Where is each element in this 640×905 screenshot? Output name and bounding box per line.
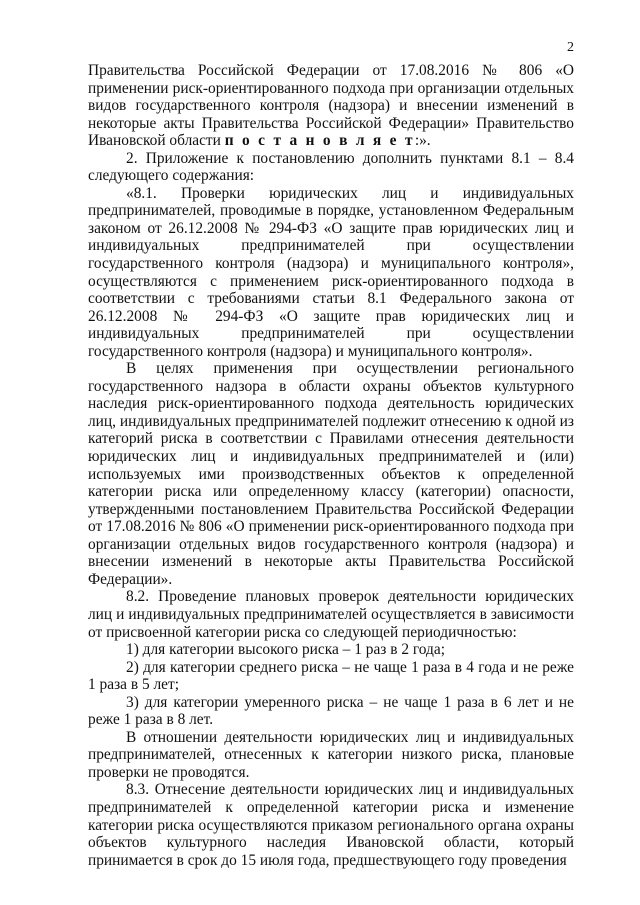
paragraph-low-risk: В отношении деятельности юридических лиц и индивидуальных предпринимателей, отнесенных к категории низкого риска, плановые проверки не проводятся. <box>88 728 574 781</box>
paragraph-intro-end: :». <box>414 132 431 150</box>
paragraph-item-8-1: «8.1. Проверки юридических лиц и индивидуальных предпринимателей, проводимые в порядке, установленном Федеральным законом от 26.12.2008 № 294-ФЗ «О защите прав юридических лиц и индивидуальных предпринимателей при осуществлении государственного контроля (надзора) и муниципального контроля», осуществляются с применением риск-ориентированного подхода в соответствии с требованиями статьи 8.1 Федерального закона от 26.12.2008 № 294-ФЗ «О защите прав юридических лиц и индивидуальных предпринимателей при осуществлении государственного контроля (надзора) и муниципального контроля». <box>88 184 574 360</box>
paragraph-intro-text: Правительства Российской Федерации от 17.08.2016 № 806 «О применении риск-ориентированного подхода при организации отдельных видов государственного контроля (надзора) и внесении изменений в некоторые акты Правительства Российской Федерации» Правительство Ивановской области <box>88 62 574 150</box>
paragraph-risk-categories: В целях применения при осуществлении регионального государственного надзора в области охраны объектов культурного наследия риск-ориентированного подхода деятельность юридических лиц, индивидуальных предпринимателей подлежит отнесению к одной из категорий риска в соответствии с Правилами отнесения деятельности юридических лиц и индивидуальных предпринимателей и (или) используемых ими производственных объектов к определенной категории риска или определенному классу (категории) опасности, утвержденными постановлением Правительства Российской Федерации от 17.08.2016 № 806 «О применении риск-ориентированного подхода при организации отдельных видов государственного контроля (надзора) и внесении изменений в некоторые акты Правительства Российской Федерации». <box>88 360 574 588</box>
page-number: 2 <box>567 40 574 55</box>
list-item-high-risk: 1) для категории высокого риска – 1 раз в 2 года; <box>126 641 445 659</box>
paragraph-item-8-3: 8.3. Отнесение деятельности юридических лиц и индивидуальных предпринимателей к определенной категории риска и изменение категории риска осуществляются приказом регионального органа охраны объектов культурного наследия Ивановской области, который принимается в срок до 15 июля года, предшествующего году проведения <box>88 781 574 869</box>
document-body <box>88 62 574 869</box>
resolution-keyword: п о с т а н о в л я е т <box>224 132 415 150</box>
paragraph-item-2: 2. Приложение к постановлению дополнить пунктами 8.1 – 8.4 следующего содержания: <box>88 149 574 185</box>
list-item-medium-risk: 2) для категории среднего риска – не чаще 1 раза в 4 года и не реже 1 раза в 5 лет; <box>88 658 574 694</box>
paragraph-intro <box>88 62 574 150</box>
list-item-moderate-risk: 3) для категории умеренного риска – не чаще 1 раза в 6 лет и не реже 1 раза в 8 лет. <box>88 693 574 729</box>
paragraph-item-8-2: 8.2. Проведение плановых проверок деятельности юридических лиц и индивидуальных предпринимателей осуществляется в зависимости от присвоенной категории риска со следующей периодичностью: <box>88 588 574 641</box>
